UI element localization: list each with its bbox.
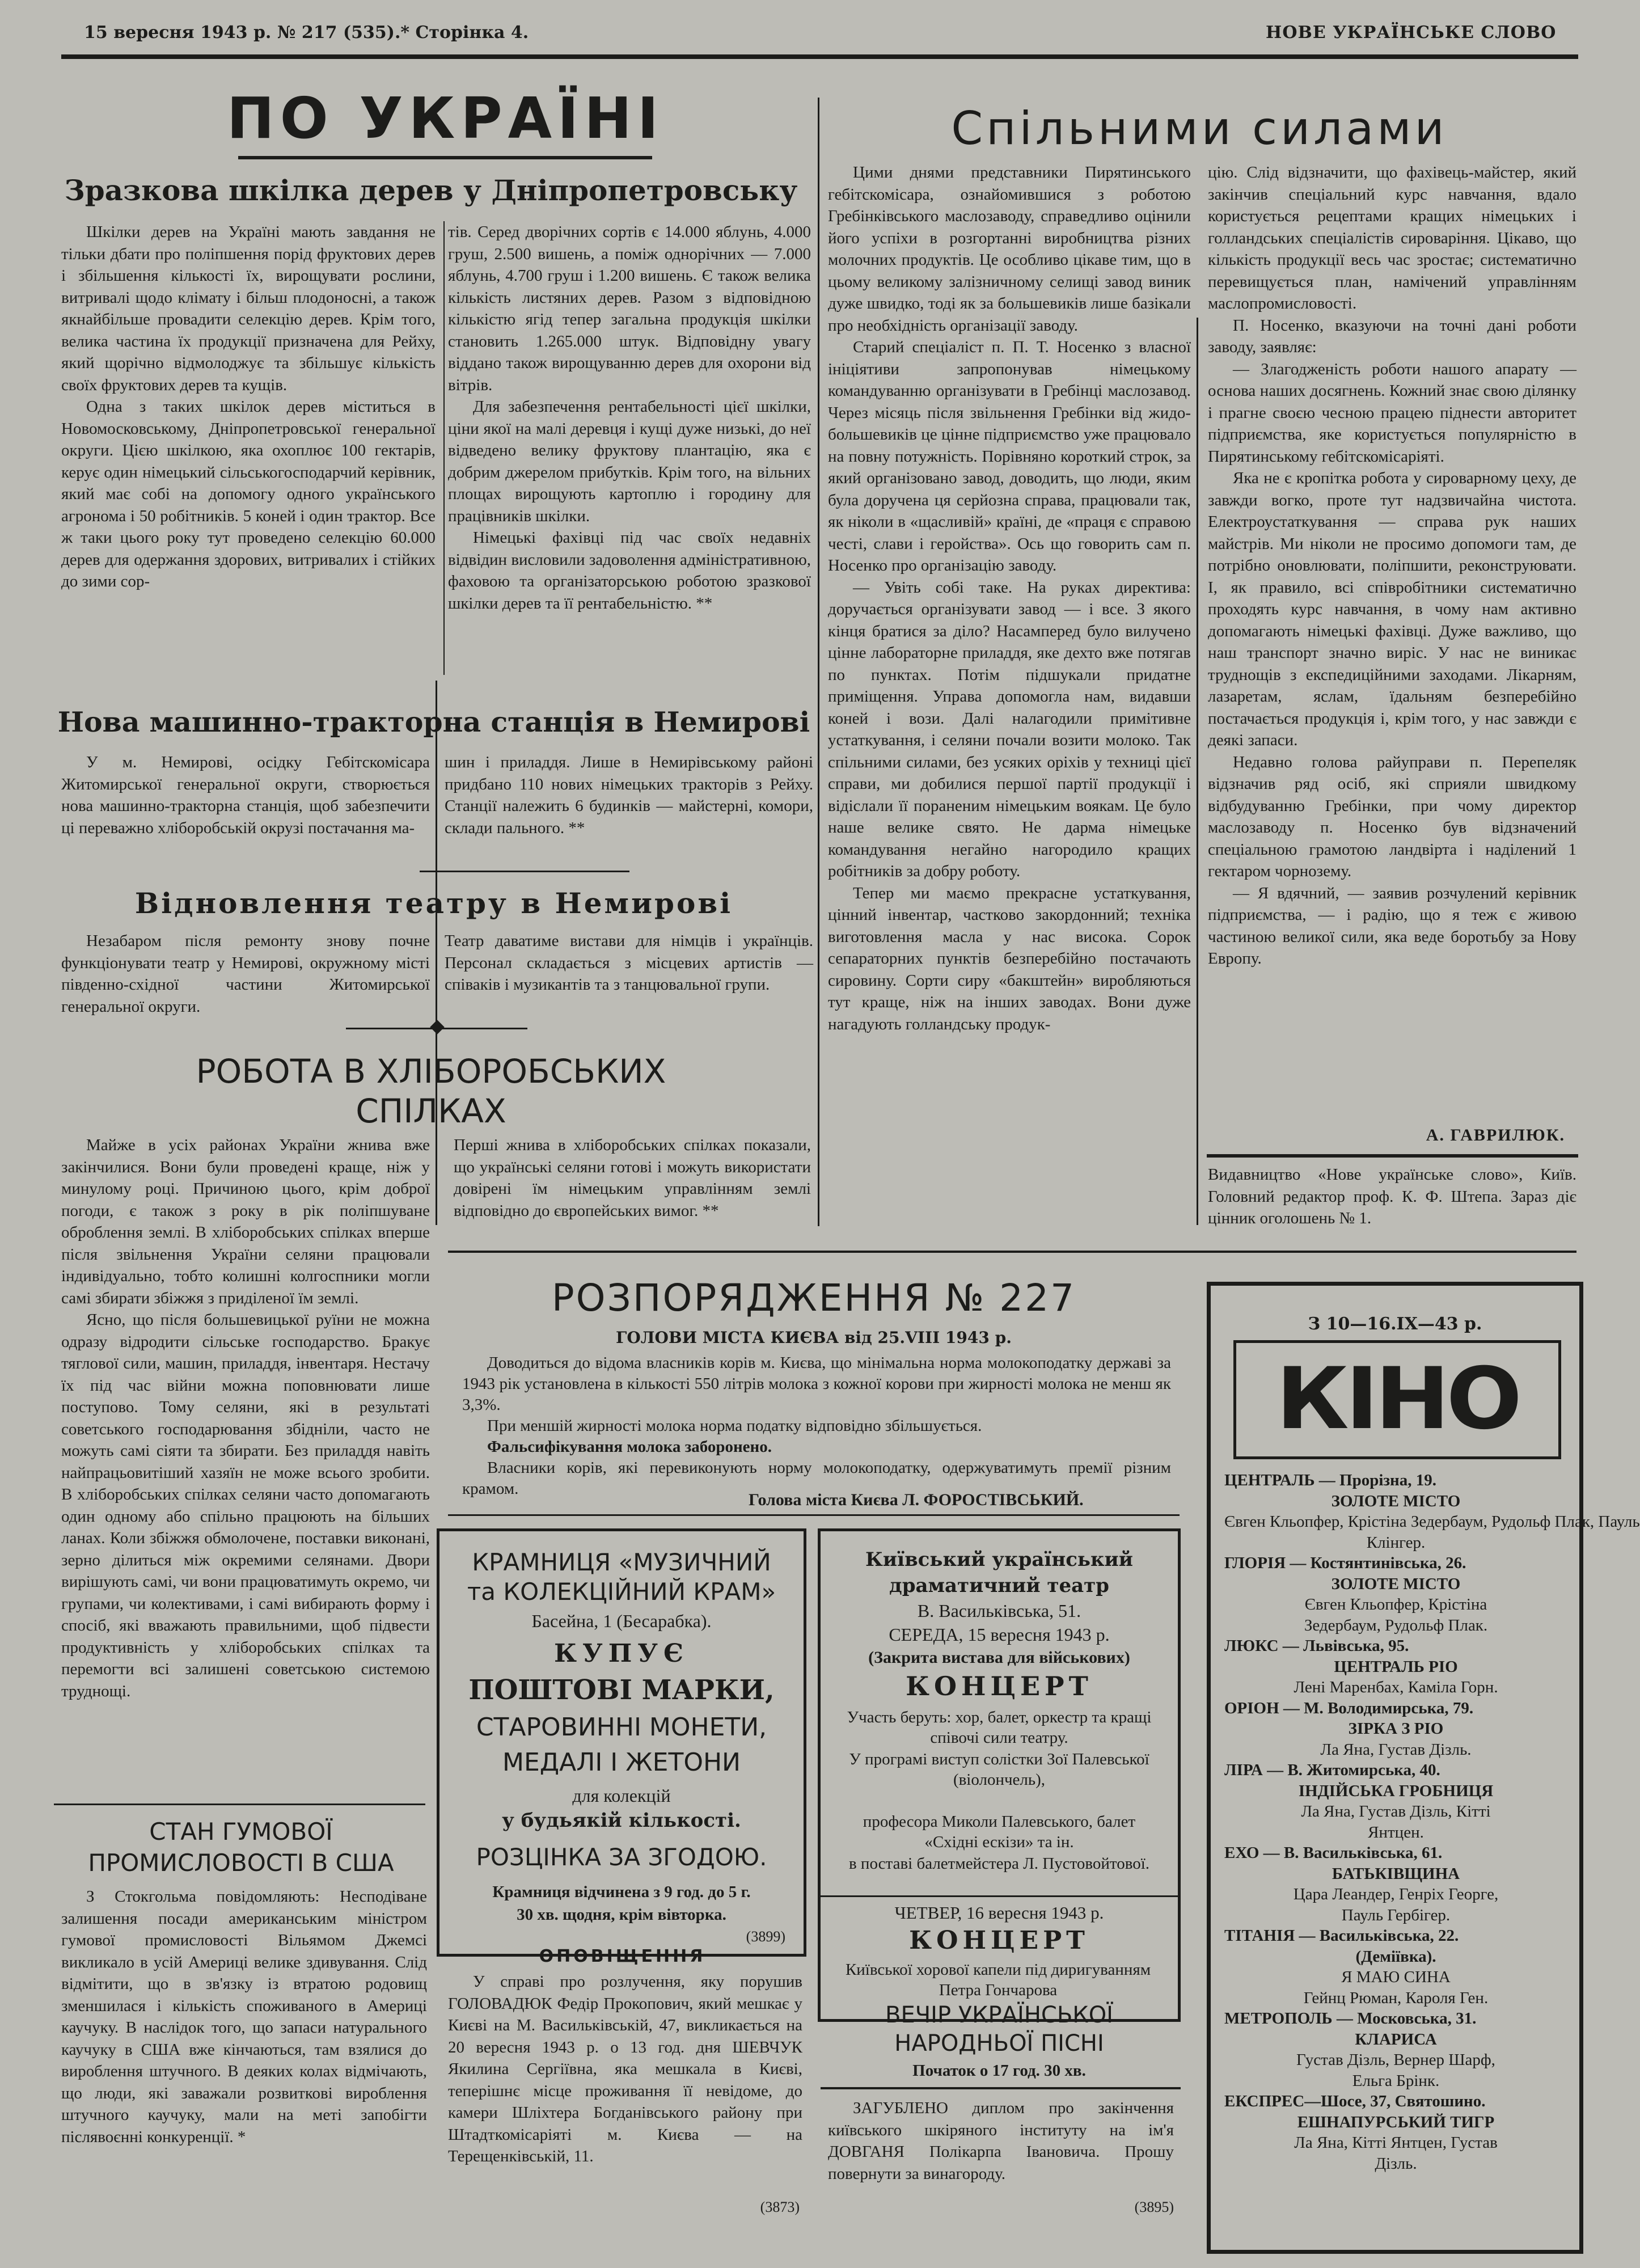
cinema-row: (Деміївка). bbox=[1355, 1947, 1436, 1966]
notice-paragraph: У справі про розлучення, яку порушив ГОЛОВАДЮК Федір Прокопович, який мешкає у Києві на М. Васильківській, 47, викликається на 20 вересня 1943 р. о 13 год. дня ШЕВЧУК Якилина Сергіївна, яка мешкала в Києві, теперішнє місце проживання її невідоме, до камери Шліхтера Богданівського району при Штадткомісаріяті м. Києва — на Терещенківській, 11. bbox=[448, 1973, 802, 2165]
article-body-column bbox=[445, 751, 813, 865]
cinema-name: ТІТАНІЯ — Васильківська, 22. bbox=[1224, 1927, 1459, 1945]
section-title-underline bbox=[238, 156, 652, 159]
theatre-name: Київський український bbox=[865, 1548, 1133, 1571]
cinema-row: Ла Яна, Густав Дізль. bbox=[1320, 1740, 1472, 1759]
issue-date: 15 вересня 1943 р. № 217 (535).* Сторінка 4. bbox=[84, 23, 529, 43]
article-paragraph: Недавно голова райуправи п. Перепеляк відзначив ряд осіб, які сприяли швидкому відбудуванню Гребінки, при чому директор маслозаводу п. Носенко був відзначений спеціальною грамотою ландвірта і наділений 1 гектаром чорнозему. bbox=[1208, 753, 1576, 880]
cinema-row: Густав Дізль, Вернер Шарф, bbox=[1296, 2051, 1495, 2069]
article-paragraph: — Я вдячний, — заявив розчулений керівник підприємства, — і радію, що я теж є живою частиною великої сили, яка веде боротьбу за Нову Европу. bbox=[1208, 884, 1576, 968]
decree-paragraph: Доводиться до відома власників корів м. Києва, що мінімальна норма молокоподатку державі за 1943 рік установлена в кількості 550 літрів молока з кожної корови при жирності молока не менш як 3,3%. bbox=[462, 1354, 1171, 1414]
ad-buys: КУПУЄ bbox=[554, 1639, 689, 1668]
theatre-divider bbox=[821, 1895, 1178, 1897]
article-paragraph: Ясно, що після большевицької руїни не можна одразу відродити сільське господарство. Бракує тяглової сили, машин, приладдя, інвентаря. Нестачу їх під час війни можна поповнювати лише поступово. Тому селяни, які в результаті советського господарювання збідніли, часто не можуть самі сіяти та збирати. Без приладдя навіть найпрацьовитіший хазяїн не може всього зробити. В хліборобських спілках селяни часто допомагають один одному або спільно працюють на більших ланах. Коли збіжжя обмолочене, поставки виконані, зерно ділиться між окремими селянами. Двори вирішують самі, чи вони працюватимуть окремо, чи групами, чи колективами, і самі вибирають форму і спосіб, які вважають правильними, щоб підвести продуктивність у хліборобських спілках та перемогти всі залишені советською системою труднощі. bbox=[61, 1311, 430, 1700]
cinema-list bbox=[1224, 1470, 1640, 2241]
article-paragraph: Незабаром після ремонту знову почне функціонувати театр у Немирові, окружному місті південно-східної частини Житомирської генеральної округи. bbox=[61, 932, 430, 1016]
decree-subtitle: ГОЛОВИ МІСТА КИЄВА від 25.VIII 1943 р. bbox=[616, 1328, 1012, 1347]
article-paragraph: Старий спеціаліст п. П. Т. Носенко з власної ініціятиви запропонував німецькому командуванню організувати в Гребінці маслозавод. Через місяць після звільнення Гребінки від жидо-большевиків це цінне підприємство уже працювало на повну потужність. Порівняно короткий строк, за який організовано завод, доводить, що люди, яким була доручена ця серйозна справа, працювали так, як ніколи в «щасливій» країні, де «праця є справою честі, слави і геройства». Ось що говорить сам п. Носенко про організацію заводу. bbox=[828, 338, 1191, 575]
section-title: ПО УКРАЇНІ bbox=[227, 85, 665, 151]
event-title: НАРОДНЬОЇ ПІСНІ bbox=[894, 2030, 1104, 2056]
article-paragraph: П. Носенко, вказуючи на точні дані роботи заводу, заявляє: bbox=[1208, 316, 1576, 356]
ad-item: ПОШТОВІ МАРКИ, bbox=[468, 1674, 775, 1706]
cinema-row: Євген Кльопфер, Крістіна Зедербаум, Рудольф Плак, Пауль bbox=[1224, 1513, 1640, 1531]
cinema-name: ГЛОРІЯ — Костянтинівська, 26. bbox=[1224, 1554, 1466, 1572]
cinema-row: ЕШНАПУРСЬКИЙ ТИГР bbox=[1297, 2113, 1495, 2131]
ad-code: (3899) bbox=[746, 1928, 785, 1945]
decree-signature: Голова міста Києва Л. ФОРОСТІВСЬКИЙ. bbox=[749, 1490, 1084, 1509]
notice-rule bbox=[821, 2087, 1181, 2089]
event-description: професора Миколи Палевського, балет «Східні ескізи» та ін. bbox=[863, 1813, 1136, 1851]
ad-note: для колекцій bbox=[572, 1785, 671, 1806]
cinema-name: ЦЕНТРАЛЬ — Прорізна, 19. bbox=[1224, 1471, 1437, 1489]
ad-price: РОЗЦІНКА ЗА ЗГОДОЮ. bbox=[476, 1843, 767, 1871]
cinema-row: Ла Яна, Густав Дізль, Кітті bbox=[1301, 1802, 1491, 1821]
ad-item: МЕДАЛІ І ЖЕТОНИ bbox=[502, 1748, 741, 1777]
article-separator bbox=[54, 1804, 425, 1805]
cinema-row: ІНДІЙСЬКА ГРОБНИЦЯ bbox=[1298, 1781, 1494, 1800]
cinema-row: Пауль Гербігер. bbox=[1341, 1906, 1451, 1924]
cinema-row: Янтцен. bbox=[1368, 1823, 1424, 1842]
cinema-listings bbox=[1207, 1282, 1640, 2254]
article-paragraph: Для забезпечення рентабельності цієї шкілки, ціни якої на малі деревця і кущі дуже низькі, до неї відведено велику фруктову плантацію, яка є добрим джерелом прибутків. Крім того, на вільних площах вирощують картоплю і городину для працівників шкілки. bbox=[448, 398, 811, 525]
music-shop-ad bbox=[437, 1528, 806, 1957]
event-description: Участь беруть: хор, балет, оркестр та кращі співочі сили театру. bbox=[847, 1708, 1152, 1747]
imprint-text: Видавництво «Нове українське слово», Київ. Головний редактор проф. К. Ф. Штепа. Зараз діє цінник оголошень № 1. bbox=[1208, 1165, 1576, 1227]
cinema-row: Дізль. bbox=[1375, 2154, 1417, 2173]
article-headline: Спільними силами bbox=[951, 102, 1448, 155]
event-time: Початок о 17 год. 30 хв. bbox=[912, 2062, 1086, 2080]
notice-code: (3895) bbox=[1134, 2199, 1174, 2215]
theatre-address: В. Васильківська, 51. bbox=[917, 1600, 1081, 1621]
cinema-row: ЦЕНТРАЛЬ РІО bbox=[1334, 1657, 1458, 1676]
decree-body bbox=[462, 1353, 1171, 1498]
cinema-row: Гейнц Рюман, Кароля Ген. bbox=[1303, 1988, 1489, 2007]
article-body-column bbox=[828, 162, 1191, 1242]
article-headline: РОБОТА В ХЛІБОРОБСЬКИХ bbox=[196, 1052, 666, 1091]
cinema-row: Лені Маренбах, Каміла Горн. bbox=[1294, 1678, 1498, 1696]
article-paragraph: тів. Серед дворічних сортів є 14.000 яблунь, 4.000 груш, 2.500 вишень, а поміж однорічних — 7.000 яблунь, 4.700 груш і 1.200 вишень. Є також велика кількість листяних дерев. Разом з відповідною кількістю ягід тепер загальна продукція шкілки становить 1.265.000 штук. Відповідну увагу віддано також вирощуванню дерев для охорони від вітрів. bbox=[448, 223, 811, 394]
article-body-column bbox=[445, 930, 813, 1021]
article-body-column bbox=[61, 751, 430, 865]
article-paragraph: Німецькі фахівці під час своїх недавніх відвідин висловили задоволення адміністративною, фаховою та організаторською роботою зразкової шкілки дерев та її рентабельністю. ** bbox=[448, 529, 811, 613]
article-headline: Відновлення театру в Немирові bbox=[134, 886, 733, 920]
cinema-name: ОРІОН — М. Володимирська, 79. bbox=[1224, 1699, 1474, 1717]
article-paragraph: — Злагодженість роботи нашого апарату — основа наших досягнень. Кожний знає свою ділянку і прагне своєю чесною працею піднести авторитет підприємства, яке користується популярністю в Пирятинському гебітскомісаріяті. bbox=[1208, 360, 1576, 466]
ad-address: Басейна, 1 (Бесарабка). bbox=[531, 1611, 712, 1631]
event-date: СЕРЕДА, 15 вересня 1943 р. bbox=[889, 1624, 1110, 1645]
notice-title: ОПОВІЩЕННЯ bbox=[539, 1946, 706, 1966]
cinema-row: Ла Яна, Кітті Янтцен, Густав bbox=[1294, 2134, 1498, 2152]
theatre-ad bbox=[818, 1528, 1181, 2022]
article-body-column bbox=[61, 1886, 427, 2226]
cinema-name: ЕХО — В. Васильківська, 61. bbox=[1224, 1844, 1443, 1862]
ornament-diamond bbox=[430, 1020, 444, 1034]
event-description: У програмі виступ солістки Зої Палевської (віолончель), bbox=[849, 1750, 1149, 1789]
article-body-column bbox=[61, 221, 436, 678]
article-paragraph: У м. Немирові, осідку Гебітскомісара Житомирської генеральної округи, створюється нова машинно-тракторна станція, щоб забезпечити ці переважно хліборобській окрузі постачання ма- bbox=[61, 753, 430, 837]
article-author: А. ГАВРИЛЮК. bbox=[1426, 1126, 1565, 1144]
decree-paragraph: Фальсифікування молока заборонено. bbox=[487, 1438, 772, 1456]
cinema-name: ЕКСПРЕС—Шосе, 37, Святошино. bbox=[1224, 2092, 1486, 2110]
event-note: (Закрита вистава для військових) bbox=[868, 1648, 1130, 1667]
article-paragraph: З Стокгольма повідомляють: Несподіване залишення посади американським міністром гумової промисловості Вільямом Джемсі викликало в усій Америці велике здивування. Слід відмітити, що в зв'язку із втратою родовищ зменшилася і кількість споживаного в Америці каучуку. В наслідок того, що запаси натурального каучуку в США вже кінчаються, там взялися до вироблення штучного. В деяких колах відмічають, що люди, які заважали розвиткові вироблення штучного каучуку, мали на меті запобігти післявоєнні конкуренції. * bbox=[61, 1887, 427, 2146]
article-body-column bbox=[454, 1134, 811, 1242]
cinema-name: ЛІРА — В. Житомирська, 40. bbox=[1224, 1761, 1440, 1779]
article-paragraph: Яка не є кропітка робота у сироварному цеху, де завжди вогко, проте тут надзвичайна чистота. Електроустаткування — справа рук наших майстрів. Ми ніколи не просимо допомоги там, де потрібно оновлювати, поліпшити, реконструювати. І, як правило, всі співробітники систематично проходять курс навчання, в чому нам активно допомагають німецькі фахівці. Дуже важливо, що наш транспорт значно виріс. У нас не виникає труднощів з експедиційними заходами. Лікарням, лазаретам, яслам, їдальням безперебійно постачається продукція і, крім того, у нас завжди є деякі запаси. bbox=[1208, 469, 1576, 749]
ad-hours: 30 хв. щодня, крім вівторка. bbox=[517, 1906, 726, 1924]
article-headline: СПІЛКАХ bbox=[356, 1092, 506, 1130]
cinema-row: Ельга Брінк. bbox=[1352, 2071, 1440, 2090]
ad-shop-name: та КОЛЕКЦІЙНИЙ КРАМ» bbox=[467, 1578, 776, 1606]
lost-notice bbox=[828, 2097, 1174, 2191]
cinema-row: Я МАЮ СИНА bbox=[1341, 1968, 1451, 1986]
column-divider bbox=[436, 681, 437, 1225]
event-description: в поставі балетмейстера Л. Пустовойтової. bbox=[848, 1855, 1149, 1873]
article-headline: ПРОМИСЛОВОСТІ В США bbox=[88, 1849, 394, 1877]
cinema-row: ЗІРКА З РІО bbox=[1348, 1720, 1444, 1738]
cinema-row: ЗОЛОТЕ МІСТО bbox=[1331, 1492, 1461, 1510]
notice-code: (3873) bbox=[760, 2199, 800, 2215]
article-paragraph: шин і приладдя. Лише в Немирівському районі придбано 110 нових німецьких тракторів з Рейху. Станції належить 6 будинків — майстерні, комори, склади пального. ** bbox=[445, 753, 813, 837]
cinema-period: З 10—16.IX—43 р. bbox=[1233, 1314, 1557, 1334]
column-divider bbox=[818, 98, 819, 1226]
cinema-row: ЗОЛОТЕ МІСТО bbox=[1331, 1574, 1461, 1593]
cinema-name: МЕТРОПОЛЬ — Московська, 31. bbox=[1224, 2009, 1477, 2028]
cinema-row: Зедербаум, Рудольф Плак. bbox=[1304, 1616, 1488, 1635]
cinema-row: КЛАРИСА bbox=[1355, 2030, 1437, 2049]
article-paragraph: цію. Слід відзначити, що фахівець-майстер, який закінчив спеціальний курс навчання, вдало користується рецептами кращих німецьких і голландських спеціалістів сироваріння. Цікаво, що кількість продукції весь час зростає; систематично перевищується план, намічений управлінням маслопромисловості. bbox=[1208, 163, 1576, 312]
article-paragraph: Театр даватиме вистави для німців і українців. Персонал складається з місцевих артистів — співаків і музикантів та з танцювальної групи. bbox=[445, 932, 813, 994]
cinema-name: ЛЮКС — Львівська, 95. bbox=[1224, 1637, 1409, 1655]
imprint-rule bbox=[1207, 1154, 1578, 1158]
lost-notice-text: ЗАГУБЛЕНО диплом про закінчення київського шкіряного інституту на ім'я ДОВГАНЯ Полікарпа Івановича. Прошу повернути за винагороду. bbox=[828, 2099, 1174, 2183]
decree-paragraph: При меншій жирності молока норма податку відповідно збільшується. bbox=[487, 1417, 982, 1435]
ad-shop-name: КРАМНИЦЯ «МУЗИЧНИЙ bbox=[472, 1548, 771, 1576]
cinema-row: Цара Леандер, Генріх Георге, bbox=[1293, 1885, 1499, 1903]
ad-note: у будьякій кількості. bbox=[502, 1809, 741, 1832]
article-paragraph: Майже в усіх районах України жнива вже закінчилися. Вони були проведені краще, ніж у минулому році. Причиною цього, крім доброї погоди, є також з року в рік поліпшуване оброблення землі. В хліборобських спілках вперше після звільнення України селяни працювали індивідуально, тобто колишні колгоспники могли самі збирати збіжжя з приділеної їм землі. bbox=[61, 1136, 430, 1307]
ads-top-rule bbox=[448, 1251, 1576, 1253]
decree-paragraph: Власники корів, які перевиконують норму молокоподатку, одержуватимуть премії різним крамом. bbox=[462, 1459, 1171, 1498]
article-body-column bbox=[61, 1134, 430, 1801]
theatre-name: драматичний театр bbox=[889, 1574, 1109, 1597]
ad-hours: Крамниця відчинена з 9 год. до 5 г. bbox=[492, 1883, 751, 1901]
event-title: КОНЦЕРТ bbox=[909, 1926, 1089, 1955]
article-paragraph: — Увіть собі таке. На руках директива: доручається організувати завод — і все. З якого кінця братися за діло? Насамперед було вилучено цінне лабораторне приладдя, яке дехто вже потягав по пунктах. Потім підшукали придатне приміщення. Управа допомогла нам, видавши коней і вози. Далі налагодили примітивне устаткування, і селяни почали возити молоко. Так спільними силами, без усяких оріхів у техниці цієї справи, ми добилися першої партії продукції і відіслали її пораненим німецьким воякам. Це було наше велике свято. Не дарма німецьке командування негайно нагородило кращих робітників за добру роботу. bbox=[828, 578, 1191, 880]
event-title: КОНЦЕРТ bbox=[906, 1671, 1093, 1701]
article-body-column bbox=[448, 221, 811, 678]
kino-logo-frame bbox=[1233, 1340, 1561, 1459]
article-body-column bbox=[1208, 162, 1576, 1114]
event-date: ЧЕТВЕР, 16 вересня 1943 р. bbox=[894, 1903, 1104, 1923]
cinema-row: БАТЬКІВЩИНА bbox=[1332, 1864, 1460, 1883]
article-headline: Зразкова шкілка дерев у Дніпропетровську bbox=[64, 174, 798, 207]
article-separator bbox=[420, 871, 629, 872]
masthead-rule bbox=[61, 54, 1578, 59]
decree-title: РОЗПОРЯДЖЕННЯ № 227 bbox=[551, 1276, 1076, 1320]
ad-item: СТАРОВИННІ МОНЕТИ, bbox=[476, 1713, 767, 1742]
article-paragraph: Одна з таких шкілок дерев міститься в Новомосковському, Дніпропетровської генеральної округи. Цією шкілкою, яка охоплює 100 гектарів, керує один німецький сільськогосподарчий керівник, який має собі на допомогу одного українського агронома і 50 робітників. 5 коней і один трактор. Все ж таки цього року тут проведено селекцію 60.000 дерев для одержання здорових, витривалих і стійких до зими сор- bbox=[61, 398, 436, 590]
article-body-column bbox=[61, 930, 430, 1021]
cinema-row: Євген Кльопфер, Крістіна bbox=[1304, 1595, 1487, 1614]
kino-logo: КІНО bbox=[1276, 1350, 1519, 1448]
article-paragraph: Перші жнива в хліборобських спілках показали, що українські селяни готові і можуть використати довірені їм німецьким управлінням землі відповідно до європейських вимог. ** bbox=[454, 1136, 811, 1220]
newspaper-name: НОВЕ УКРАЇНСЬКЕ СЛОВО bbox=[1266, 23, 1557, 43]
decree-rule bbox=[448, 1514, 1180, 1516]
notice-body bbox=[448, 1971, 802, 2220]
article-paragraph: Тепер ми маємо прекрасне устаткування, цінний інвентар, частково закордонний; техніка виготовлення масла у нас висока. Сорок сепараторних пунктів безперебійно постачають сировину. Сорти сиру «бакштейн» виробляються тут краще, ніж на інших заводах. Вони дуже нагадують голландську продук- bbox=[828, 884, 1191, 1033]
column-divider bbox=[1197, 318, 1198, 1225]
event-description: Київської хорової капели під диригуванням Петра Гончарова bbox=[845, 1961, 1151, 1999]
cinema-row: Клінгер. bbox=[1366, 1533, 1426, 1552]
article-paragraph: Цими днями представники Пирятинського гебітскомісара, ознайомившися з роботою Гребінківського маслозаводу, справедливо оцінили його успіхи в розгортанні виробництва різних молочних продуктів. Це особливо цікаве тим, що в цьому великому залізничному селищі завод виник дуже швидко, тоді як за большевиків лише базікали про необхідність організації заводу. bbox=[828, 163, 1191, 335]
column-divider bbox=[443, 221, 445, 675]
article-headline: Нова машинно-тракторна станція в Немирові bbox=[57, 706, 810, 738]
article-paragraph: Шкілки дерев на Україні мають завдання не тільки дбати про поліпшення порід фруктових дерев і збільшення кількості їх, вирощувати рослини, витривалі щодо клімату і більш плодоносні, а також якнайбільше провадити селекцію дерев. Крім того, велика частина їх продукції призначена для Рейху, який щорічно відмолоджує та збільшує кількість своїх фруктових дерев та кущів. bbox=[61, 223, 436, 394]
article-headline: СТАН ГУМОВОЇ bbox=[149, 1818, 333, 1845]
event-title: ВЕЧІР УКРАЇНСЬКОЇ bbox=[885, 2002, 1113, 2028]
imprint bbox=[1208, 1164, 1576, 1232]
